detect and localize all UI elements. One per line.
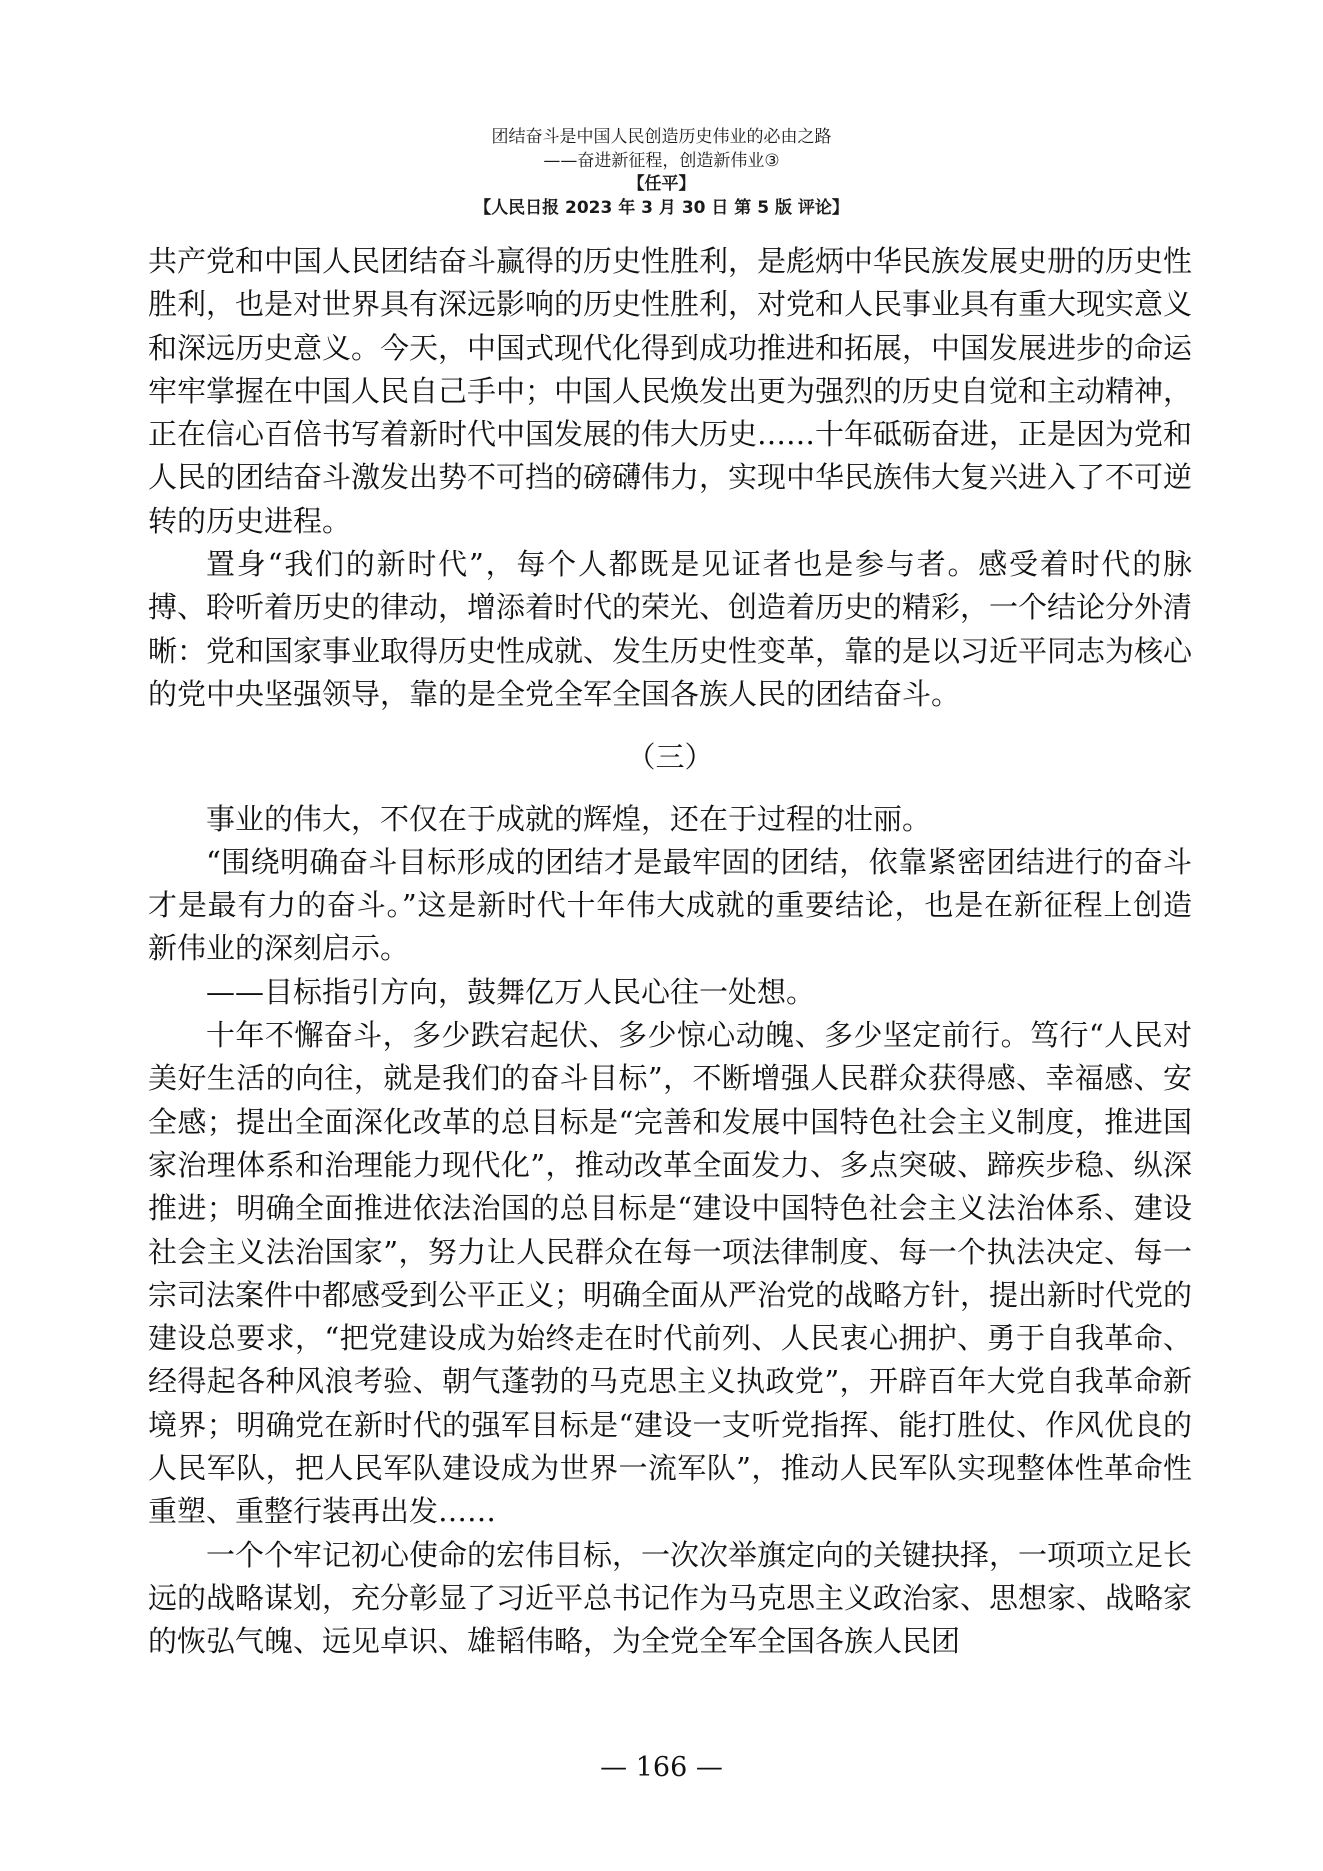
section-heading: （三）	[626, 740, 714, 775]
page-number: — 166 —	[600, 1752, 723, 1783]
article-header	[0, 126, 1323, 220]
article-title: 团结奋斗是中国人民创造历史伟业的必由之路	[491, 127, 832, 147]
paragraph-6: 十年不懈奋斗，多少跌宕起伏、多少惊心动魄、多少坚定前行。笃行“人民对美好生活的向往，就是我们的奋斗目标”，不断增强人民群众获得感、幸福感、安全感；提出全面深化改革的总目标是“完善和发展中国特色社会主义制度，推进国家治理体系和治理能力现代化”，推动改革全面发力、多点突破、蹄疾步稳、纵深推进；明确全面推进依法治国的总目标是“建设中国特色社会主义法治体系、建设社会主义法治国家”，努力让人民群众在每一项法律制度、每一个执法决定、每一宗司法案件中都感受到公平正义；明确全面从严治党的战略方针，提出新时代党的建设总要求，“把党建设成为始终走在时代前列、人民衷心拥护、勇于自我革命、经得起各种风浪考验、朝气蓬勃的马克思主义执政党”，开辟百年大党自我革命新境界；明确党在新时代的强军目标是“建设一支听党指挥、能打胜仗、作风优良的人民军队，把人民军队建设成为世界一流军队”，推动人民军队实现整体性革命性重塑、重整行装再出发……	[148, 1018, 1193, 1529]
article-subtitle: ——奋进新征程，创造新伟业③	[543, 150, 780, 171]
paragraph-4: “围绕明确奋斗目标形成的团结才是最牢固的团结，依靠紧密团结进行的奋斗才是最有力的奋斗。”这是新时代十年伟大成就的重要结论，也是在新征程上创造新伟业的深刻启示。	[148, 844, 1192, 966]
paragraph-2: 置身“我们的新时代”，每个人都既是见证者也是参与者。感受着时代的脉搏、聆听着历史的律动，增添着时代的荣光、创造着历史的精彩，一个结论分外清晰：党和国家事业取得历史性成就、发生历史性变革，靠的是以习近平同志为核心的党中央坚强领导，靠的是全党全军全国各族人民的团结奋斗。	[148, 547, 1193, 711]
paragraph-5: ——目标指引方向，鼓舞亿万人民心往一处想。	[206, 974, 816, 1009]
paragraph-3: 事业的伟大，不仅在于成就的辉煌，还在于过程的壮丽。	[206, 801, 932, 836]
paragraph-7: 一个个牢记初心使命的宏伟目标，一次次举旗定向的关键抉择，一项项立足长远的战略谋划，充分彰显了习近平总书记作为马克思主义政治家、思想家、战略家的恢弘气魄、远见卓识、雄韬伟略，为全党全军全国各族人民团	[148, 1537, 1193, 1659]
article-source: 【人民日报 2023 年 3 月 30 日 第 5 版 评论】	[474, 197, 849, 218]
article-author: 【任平】	[627, 174, 696, 194]
paragraph-1: 共产党和中国人民团结奋斗赢得的历史性胜利，是彪炳中华民族发展史册的历史性胜利，也是对世界具有深远影响的历史性胜利，对党和人民事业具有重大现实意义和深远历史意义。今天，中国式现代化得到成功推进和拓展，中国发展进步的命运牢牢掌握在中国人民自己手中；中国人民焕发出更为强烈的历史自觉和主动精神，正在信心百倍书写着新时代中国发展的伟大历史……十年砥砺奋进，正是因为党和人民的团结奋斗激发出势不可挡的磅礴伟力，实现中华民族伟大复兴进入了不可逆转的历史进程。	[148, 244, 1193, 538]
article-body	[148, 240, 1192, 1664]
